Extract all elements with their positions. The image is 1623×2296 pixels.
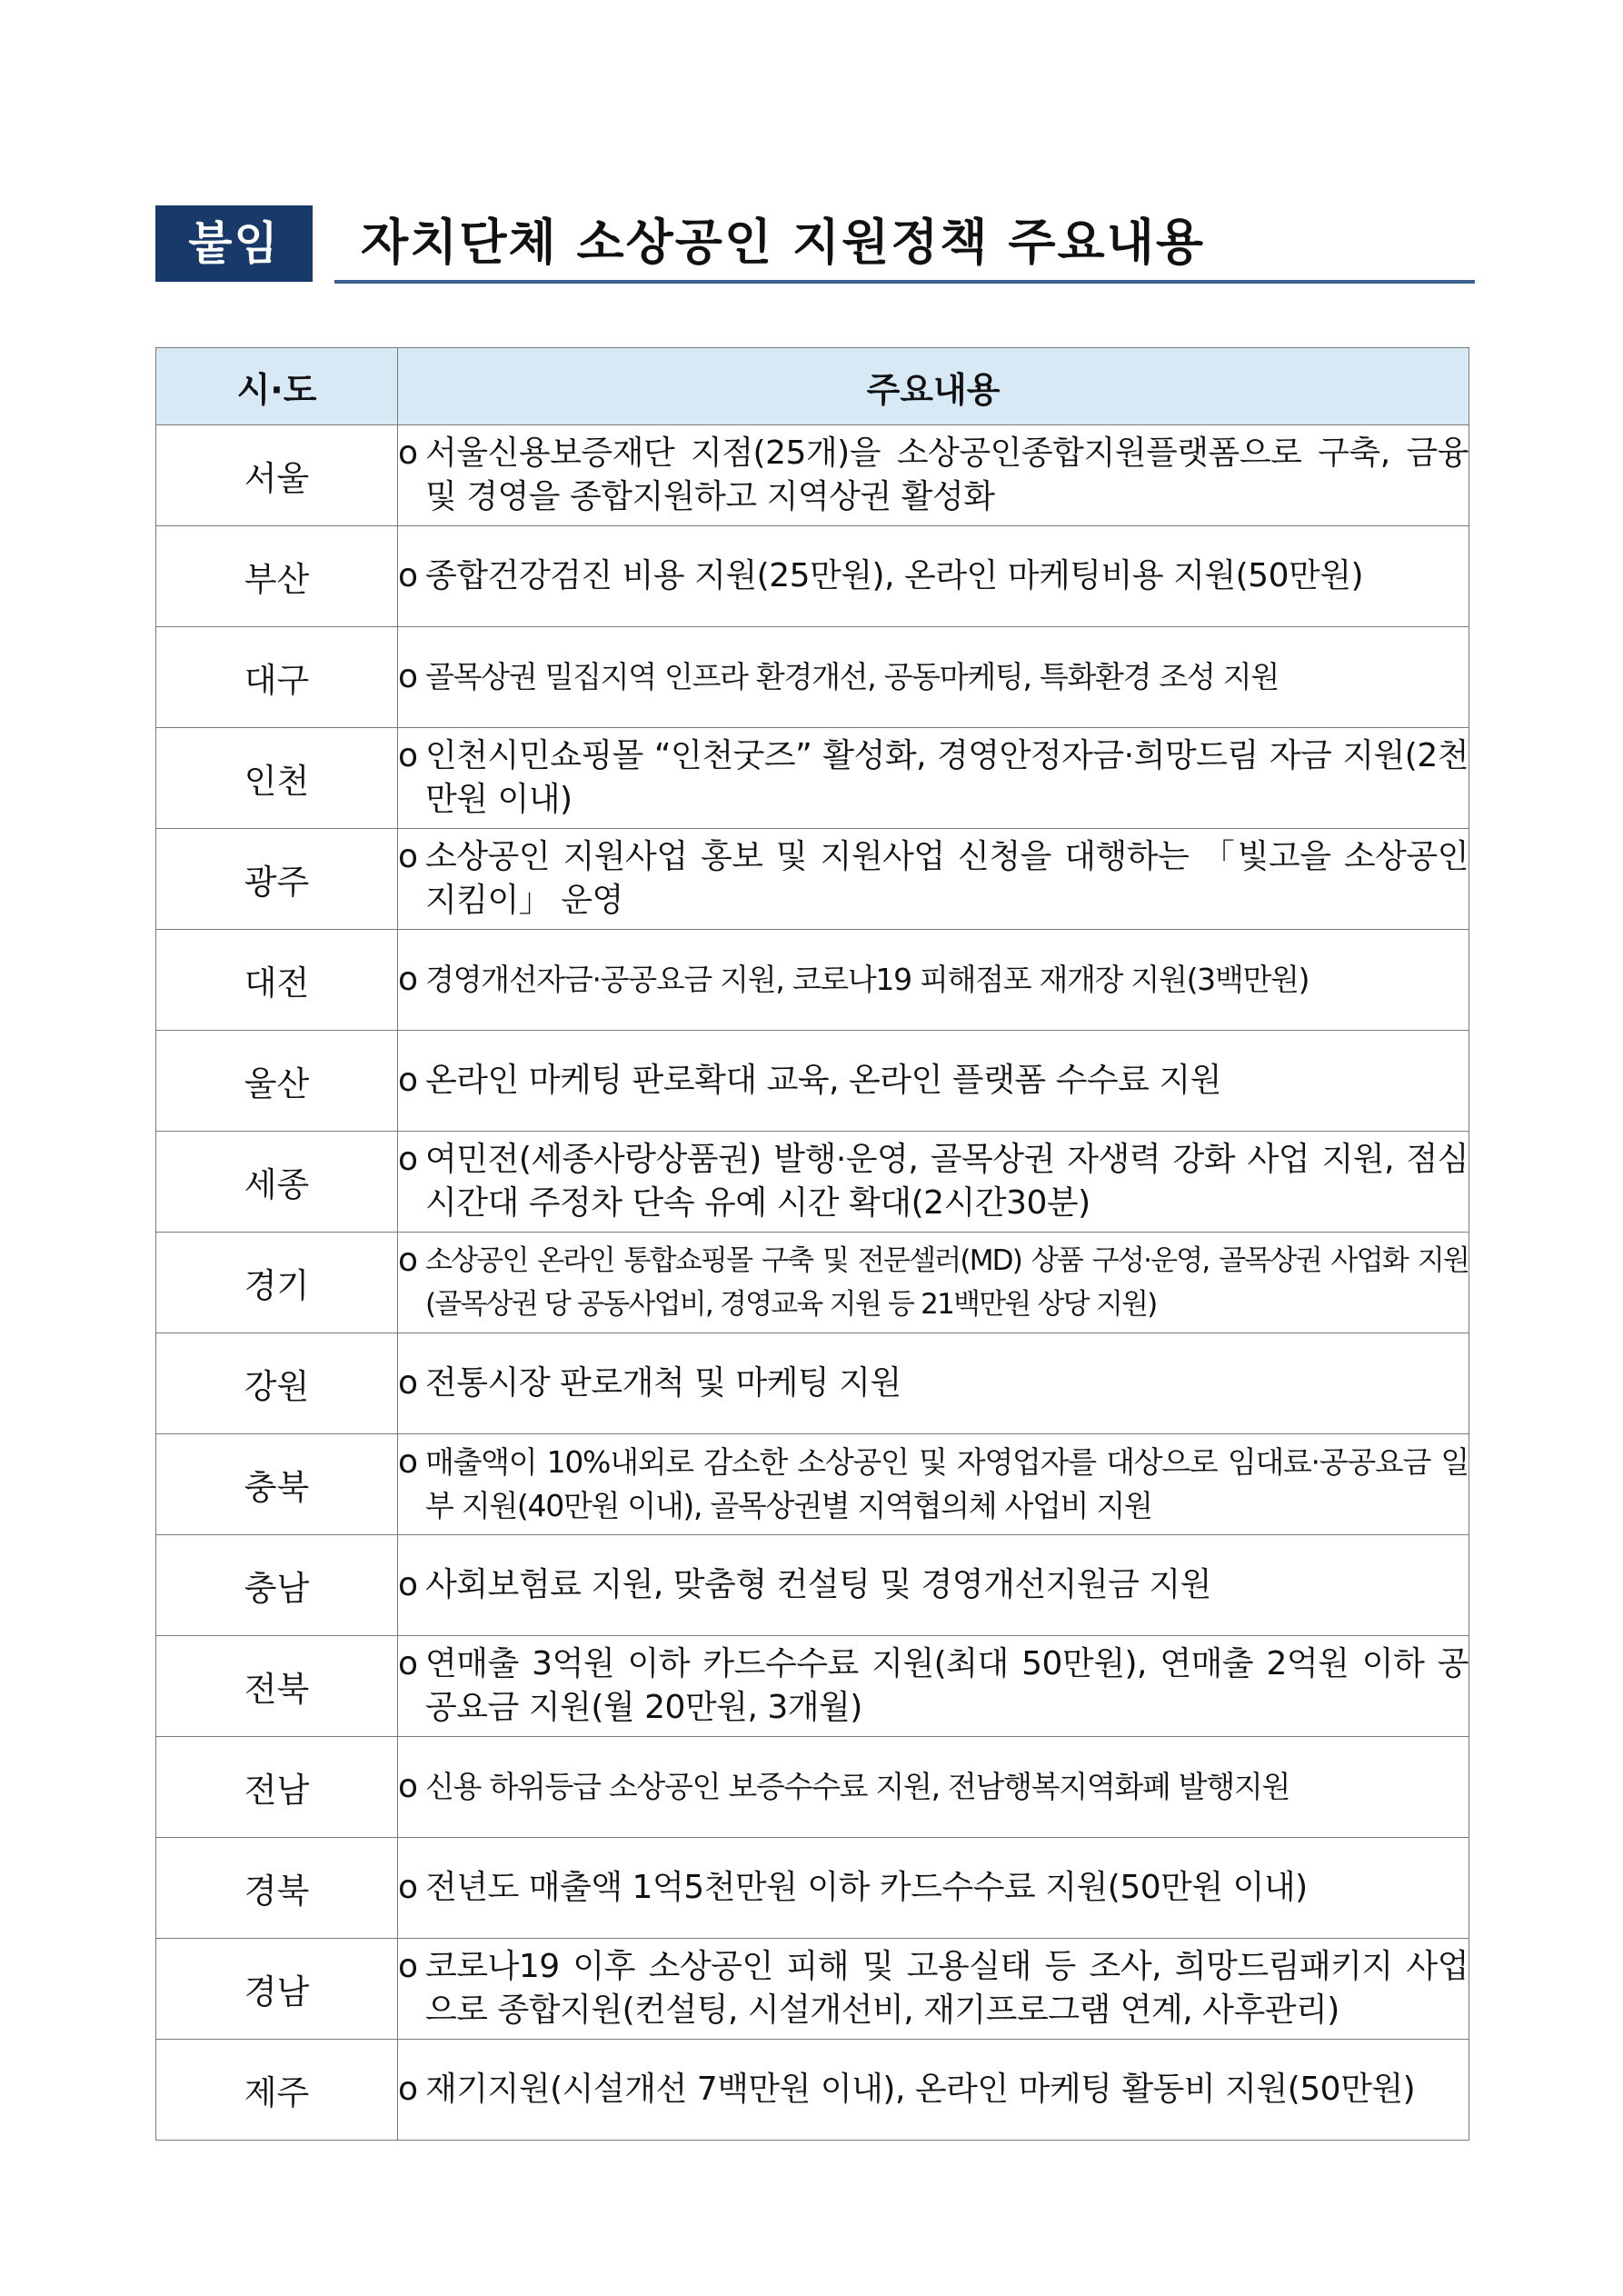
list-item: [398, 655, 1469, 699]
table-row: [156, 2040, 1469, 2141]
region-cell: 세종: [156, 1132, 398, 1233]
document-title: 자치단체 소상공인 지원정책 주요내용: [361, 214, 1206, 271]
item-text: 매출액이 10%내외로 감소한 소상공인 및 자영업자를 대상으로 임대료·공공요금 일부 지원(40만원 이내), 골목상권별 지역협의체 사업비 지원: [425, 1444, 1469, 1523]
region-cell: 강원: [156, 1333, 398, 1434]
item-text: 여민전(세종사랑상품권) 발행·운영, 골목상권 자생력 강화 사업 지원, 점심시간대 주정차 단속 유예 시간 확대(2시간30분): [425, 1141, 1469, 1222]
region-cell: 대구: [156, 627, 398, 728]
table-row: [156, 1535, 1469, 1636]
list-item: [398, 1138, 1469, 1225]
content-cell: [398, 728, 1469, 829]
item-text: 전년도 매출액 1억5천만원 이하 카드수수료 지원(50만원 이내): [425, 1869, 1308, 1906]
content-cell: [398, 526, 1469, 627]
list-item: [398, 432, 1469, 519]
table-row: [156, 627, 1469, 728]
list-item: [398, 1945, 1469, 2032]
list-item: [398, 554, 1469, 598]
item-text: 인천시민쇼핑몰 “인천굿즈” 활성화, 경영안정자금·희망드림 자금 지원(2천만원 이내): [425, 737, 1469, 818]
item-text: 골목상권 밀집지역 인프라 환경개선, 공동마케팅, 특화환경 조성 지원: [425, 659, 1279, 694]
column-header-content: 주요내용: [398, 348, 1469, 425]
content-cell: [398, 1636, 1469, 1737]
region-cell: 경북: [156, 1838, 398, 1939]
list-item: [398, 835, 1469, 923]
content-cell: [398, 1333, 1469, 1434]
table-row: [156, 1333, 1469, 1434]
region-cell: 울산: [156, 1031, 398, 1132]
item-text: 소상공인 온라인 통합쇼핑몰 구축 및 전문셀러(MD) 상품 구성·운영, 골목상권 사업화 지원(골목상권 당 공동사업비, 경영교육 지원 등 21백만원 상당 지원): [425, 1244, 1469, 1321]
table-row: [156, 1939, 1469, 2040]
list-item: [398, 1239, 1469, 1326]
list-item: [398, 1563, 1469, 1607]
list-item: [398, 1642, 1469, 1730]
bullet-marker: o: [398, 961, 418, 998]
policy-table: [155, 347, 1469, 2141]
region-cell: 인천: [156, 728, 398, 829]
attachment-badge: 붙임: [155, 205, 313, 282]
bullet-marker: o: [398, 1869, 418, 1906]
bullet-marker: o: [398, 2071, 418, 2108]
bullet-marker: o: [398, 1645, 418, 1682]
content-cell: [398, 1939, 1469, 2040]
item-text: 서울신용보증재단 지점(25개)을 소상공인종합지원플랫폼으로 구축, 금융 및 경영을 종합지원하고 지역상권 활성화: [425, 434, 1469, 515]
item-text: 코로나19 이후 소상공인 피해 및 고용실태 등 조사, 희망드림패키지 사업으로 종합지원(컨설팅, 시설개선비, 재기프로그램 연계, 사후관리): [425, 1948, 1469, 2029]
content-cell: [398, 1535, 1469, 1636]
content-cell: [398, 1031, 1469, 1132]
list-item: [398, 958, 1469, 1002]
content-cell: [398, 2040, 1469, 2141]
bullet-marker: o: [398, 838, 418, 875]
bullet-marker: o: [398, 658, 418, 695]
region-cell: 부산: [156, 526, 398, 627]
item-text: 소상공인 지원사업 홍보 및 지원사업 신청을 대행하는 「빛고을 소상공인 지킴이」 운영: [425, 838, 1469, 919]
item-text: 종합건강검진 비용 지원(25만원), 온라인 마케팅비용 지원(50만원): [425, 557, 1364, 594]
region-cell: 경남: [156, 1939, 398, 2040]
region-cell: 충남: [156, 1535, 398, 1636]
bullet-marker: o: [398, 1948, 418, 1985]
bullet-marker: o: [398, 1443, 418, 1481]
bullet-marker: o: [398, 1062, 418, 1099]
list-item: [398, 1765, 1469, 1809]
table-row: [156, 1838, 1469, 1939]
item-text: 전통시장 판로개척 및 마케팅 지원: [425, 1364, 901, 1402]
list-item: [398, 1059, 1469, 1103]
list-item: [398, 2068, 1469, 2111]
region-cell: 경기: [156, 1233, 398, 1333]
table-row: [156, 829, 1469, 930]
title-underline: [334, 280, 1475, 284]
item-text: 사회보험료 지원, 맞춤형 컨설팅 및 경영개선지원금 지원: [425, 1566, 1211, 1603]
table-row: [156, 930, 1469, 1031]
region-cell: 서울: [156, 425, 398, 526]
content-cell: [398, 1233, 1469, 1333]
list-item: [398, 1441, 1469, 1528]
content-cell: [398, 425, 1469, 526]
bullet-marker: o: [398, 1141, 418, 1178]
region-cell: 전북: [156, 1636, 398, 1737]
region-cell: 충북: [156, 1434, 398, 1535]
table-row: [156, 1434, 1469, 1535]
item-text: 경영개선자금·공공요금 지원, 코로나19 피해점포 재개장 지원(3백만원): [425, 962, 1309, 997]
column-header-region: 시·도: [156, 348, 398, 425]
bullet-marker: o: [398, 1566, 418, 1603]
item-text: 재기지원(시설개선 7백만원 이내), 온라인 마케팅 활동비 지원(50만원): [425, 2071, 1416, 2108]
list-item: [398, 1362, 1469, 1405]
table-row: [156, 1737, 1469, 1838]
document-header: [155, 205, 1475, 287]
list-item: [398, 734, 1469, 822]
table-row: [156, 1132, 1469, 1233]
table-row: [156, 728, 1469, 829]
list-item: [398, 1866, 1469, 1910]
table-row: [156, 1233, 1469, 1333]
bullet-marker: o: [398, 1768, 418, 1805]
table-row: [156, 1636, 1469, 1737]
content-cell: [398, 1434, 1469, 1535]
table-row: [156, 1031, 1469, 1132]
bullet-marker: o: [398, 737, 418, 774]
region-cell: 대전: [156, 930, 398, 1031]
bullet-marker: o: [398, 434, 418, 472]
content-cell: [398, 829, 1469, 930]
bullet-marker: o: [398, 1242, 418, 1279]
table-row: [156, 425, 1469, 526]
content-cell: [398, 1838, 1469, 1939]
bullet-marker: o: [398, 557, 418, 594]
region-cell: 제주: [156, 2040, 398, 2141]
content-cell: [398, 1737, 1469, 1838]
region-cell: 전남: [156, 1737, 398, 1838]
bullet-marker: o: [398, 1364, 418, 1402]
content-cell: [398, 1132, 1469, 1233]
item-text: 신용 하위등급 소상공인 보증수수료 지원, 전남행복지역화폐 발행지원: [425, 1769, 1290, 1804]
content-cell: [398, 930, 1469, 1031]
table-header-row: [156, 348, 1469, 425]
table-row: [156, 526, 1469, 627]
item-text: 온라인 마케팅 판로확대 교육, 온라인 플랫폼 수수료 지원: [425, 1062, 1221, 1099]
region-cell: 광주: [156, 829, 398, 930]
content-cell: [398, 627, 1469, 728]
item-text: 연매출 3억원 이하 카드수수료 지원(최대 50만원), 연매출 2억원 이하 공공요금 지원(월 20만원, 3개월): [425, 1645, 1469, 1726]
